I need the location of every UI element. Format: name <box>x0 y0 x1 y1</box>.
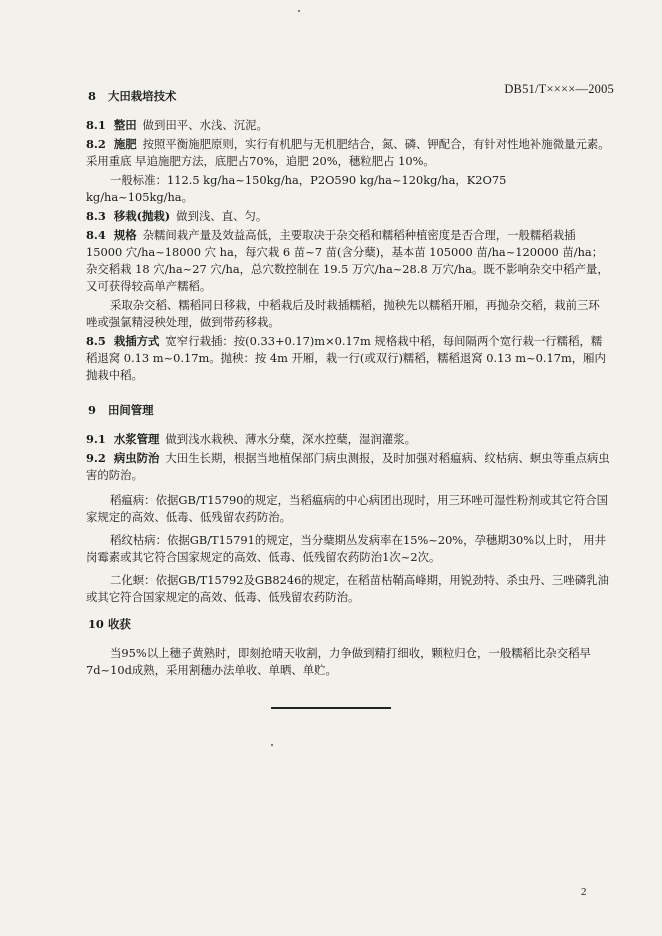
page-number: 2 <box>581 886 587 898</box>
sheath-blight-paragraph: 稻纹枯病：依据GB/T15791的规定，当分蘖期丛发病率在15%~20%，孕穗期30%以上时， 用井岗霉素或其它符合国家规定的高效、低毒、低残留农药防治1次~2次。 <box>86 533 606 564</box>
clause-8-4: 8.4 规格 杂糯间栽产量及效益高低，主要取决于杂交稻和糯稻种植密度是否合理，一般糯稻栽插15000 穴/ha~18000 穴 ha，每穴栽 6 苗~7 苗(含分蘖)，基本苗 105000 苗/ha~120000 苗/ha；杂交稻栽 18 穴/ha~27 穴/ha，总穴数控制在 19.5 万穴/ha~28.8 万穴/ha。既不影响杂交中稻产量，又可获得较高单产糯稻。 <box>86 228 609 293</box>
clause-9-1: 9.1 水浆管理 做到浅水栽秧、薄水分蘖，深水控蘖，湿润灌浆。 <box>86 432 417 446</box>
scan-speck <box>271 744 273 746</box>
clause-8-5: 8.5 栽插方式 宽窄行栽插：按(0.33+0.17)m×0.17m 规格栽中稻，每间隔两个宽行栽一行糯稻，糯稻退窝 0.13 m~0.17m。抛秧：按 4m 开厢，栽一行(或双行)糯稻，糯稻退窝 0.13 m~0.17m，厢内抛栽中稻。 <box>86 334 606 382</box>
clause-9-2: 9.2 病虫防治 大田生长期，根据当地植保部门病虫测报，及时加强对稻瘟病、纹枯病、螟虫等重点病虫害的防治。 <box>86 451 610 482</box>
end-rule <box>271 707 391 709</box>
clause-8-2: 8.2 施肥 按照平衡施肥原则，实行有机肥与无机肥结合，氮、磷、钾配合，有针对性地补施微量元素。采用重底 早追施肥方法，底肥占70%，追肥 20%，穗粒肥占 10%。 <box>86 137 610 168</box>
clause-8-4-paragraph: 采取杂交稻、糯稻同日移栽，中稻栽后及时栽插糯稻，抛秧先以糯稻开厢，再抛杂交稻，栽前三环唑或强氯精浸秧处理，做到带药移栽。 <box>86 298 600 329</box>
clause-8-1: 8.1 整田 做到田平、水浅、沉泥。 <box>86 118 268 132</box>
document-body <box>86 88 610 679</box>
document-number: DB51/T××××—2005 <box>504 82 614 96</box>
clause-8-3: 8.3 移栽(抛栽) 做到浅、直、匀。 <box>86 209 268 223</box>
rice-blast-paragraph: 稻瘟病：依据GB/T15790的规定，当稻瘟病的中心病团出现时，用三环唑可湿性粉剂或其它符合国家规定的高效、低毒、低残留农药防治。 <box>86 493 608 524</box>
section-10-heading: 10 收获 <box>88 617 131 631</box>
stem-borer-paragraph: 二化螟：依据GB/T15792及GB8246的规定，在稻苗枯鞘高峰期，用锐劲特、杀虫丹、三唑磷乳油或其它符合国家规定的高效、低毒、低残留农药防治。 <box>86 573 609 604</box>
section-8-heading: 8 大田栽培技术 <box>88 89 177 103</box>
harvest-paragraph: 当95%以上穗子黄熟时，即刻抢晴天收割，力争做到精打细收，颗粒归仓，一般糯稻比杂交稻早7d~10d成熟，采用割穗办法单收、单晒、单贮。 <box>86 646 591 677</box>
section-9-heading: 9 田间管理 <box>88 403 154 417</box>
scan-speck <box>298 10 300 12</box>
fertilizer-standard: 一般标准：112.5 kg/ha~150kg/ha，P2O590 kg/ha~120kg/ha，K2O75 kg/ha~105kg/ha。 <box>86 173 507 204</box>
